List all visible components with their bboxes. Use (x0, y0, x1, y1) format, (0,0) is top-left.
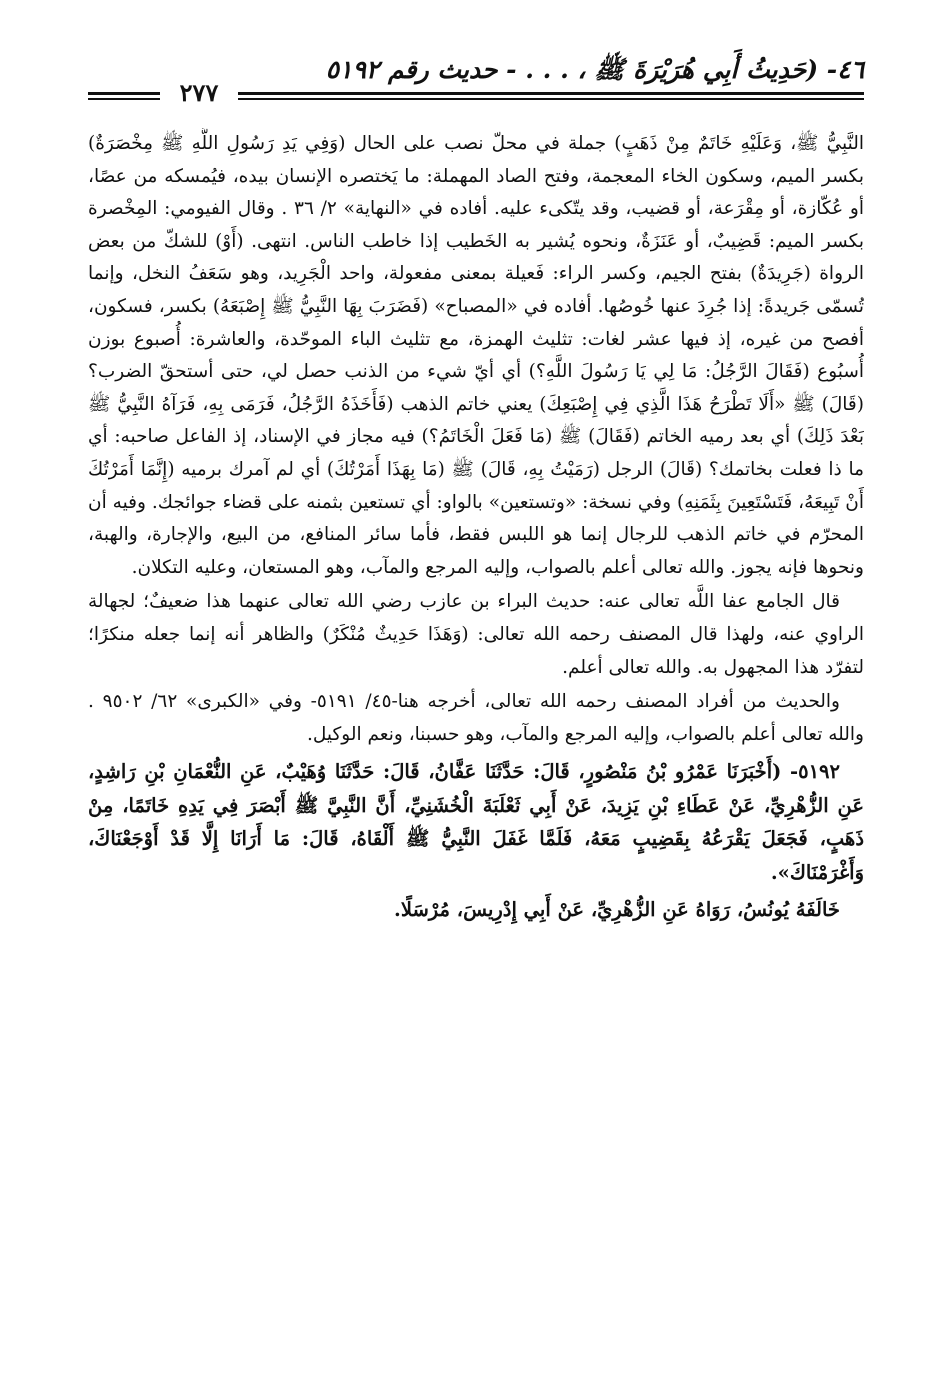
page-header (88, 50, 864, 112)
compiler-note-paragraph: قال الجامع عفا اللَّه تعالى عنه: حديث البراء بن عازب رضي الله تعالى عنهما هذا ضعيفٌ؛ لجهالة الراوي عنه، ولهذا قال المصنف رحمه الله تعالى: (وَهَذَا حَدِيثٌ مُنْكَرٌ) والظاهر أنه إنما جعله منكرًا؛ لتفرّد هذا المجهول به. والله تعالى أعلم. (88, 591, 864, 678)
header-rule (88, 92, 160, 95)
header-rule (238, 98, 864, 100)
body-text (88, 128, 864, 1308)
hadith-note-paragraph: خَالَفَهُ يُونُسُ، رَوَاهُ عَنِ الزُّهْرِيِّ، عَنْ أَبِي إِدْرِيسَ، مُرْسَلًا. (394, 898, 840, 922)
running-title: ٤٦- (حَدِيثُ أَبِي هُرَيْرَةَ ﷺ ، . . . - حديث رقم ٥١٩٢ (325, 55, 864, 84)
header-rule (88, 98, 160, 100)
page-number: ٢٧٧ (179, 78, 219, 107)
takhrij-paragraph: والحديث من أفراد المصنف رحمه الله تعالى، أخرجه هنا-٤٥/ ٥١٩١- وفي «الكبرى» ٦٢/ ٩٥٠٢ . والله تعالى أعلم بالصواب، وإليه المرجع والمآب، وهو حسبنا، ونعم الوكيل. (88, 691, 864, 745)
hadith-paragraph: ٥١٩٢- (أَخْبَرَنَا عَمْرُو بْنُ مَنْصُورٍ، قَالَ: حَدَّثَنَا عَفَّانُ، قَالَ: حَدَّثَنَا وُهَيْبٌ، عَنِ النُّعْمَانِ بْنِ رَاشِدٍ، عَنِ الزُّهْرِيِّ، عَنْ عَطَاءِ بْنِ يَزِيدَ، عَنْ أَبِي ثَعْلَبَةَ الْخُشَنِيِّ، أَنَّ النَّبِيَّ ﷺ أَبْصَرَ فِي يَدِهِ خَاتَمًا، مِنْ ذَهَبٍ، فَجَعَلَ يَقْرَعُهُ بِقَضِيبٍ مَعَهُ، فَلَمَّا غَفَلَ النَّبِيُّ ﷺ أَلْقَاهُ، قَالَ: مَا أَرَانَا إِلَّا قَدْ أَوْجَعْنَاكَ، وَأَغْرَمْنَاكَ». (88, 760, 864, 884)
header-rule (238, 92, 864, 95)
commentary-paragraph: النَّبِيُّ ﷺ، وَعَلَيْهِ خَاتَمٌ مِنْ ذَهَبٍ) جملة في محلّ نصب على الحال (وَفِي يَدِ رَسُولِ اللَّهِ ﷺ مِخْصَرَةٌ) بكسر الميم، وسكون الخاء المعجمة، وفتح الصاد المهملة: ما يَختصره الإنسان بيده، فيُمسكه من عصًا، أو عُكّازة، أو مِقْرَعة، أو قضيب، وقد يتّكىء عليه. أفاده في «النهاية» ٢/ ٣٦ . وقال الفيومي: المِخْصرة بكسر الميم: قَضِيبٌ، أو عَنَزَةٌ، ونحوه يُشير به الخَطيب إذا خاطب الناس. انتهى. (أَوْ) للشكّ من بعض الرواة (جَرِيدَةٌ) بفتح الجيم، وكسر الراء: فَعيلة بمعنى مفعولة، واحد الْجَرِيد، وهو سَعَفُ النخل، وإنما تُسمّى جَريدةً: إذا جُرِدَ عنها خُوصُها. أفاده في «المصباح» (فَضَرَبَ بِهَا النَّبِيُّ ﷺ إِصْبَعَهُ) بكسر، فسكون، أفصح من غيره، إذ فيها عشر لغات: تثليث الهمزة، مع تثليث الباء الموحّدة، والعاشرة: أُصبوع بوزن أُسبُوع (فَقَالَ الرَّجُلُ: مَا لِي يَا رَسُولَ اللَّهِ؟) أي أيّ شيء من الذنب حصل لي، حتى أستحقّ الضرب؟ (قَالَ) ﷺ «أَلَا تَطْرَحُ هَذَا الَّذِي فِي إِصْبَعِكَ) يعني خاتم الذهب (فَأَخَذَهُ الرَّجُلُ، فَرَمَى بِهِ، فَرَآهُ النَّبِيُّ ﷺ بَعْدَ ذَلِكَ) أي بعد رميه الخاتم (فَقَالَ) ﷺ (مَا فَعَلَ الْخَاتَمُ؟) فيه مجاز في الإسناد، إذ الفاعل صاحبه: أي ما ذا فعلت بخاتمك؟ (قَالَ) الرجل (رَمَيْتُ بِهِ، قَالَ) ﷺ (مَا بِهَذَا أَمَرْتُكَ) أي لم آمرك برميه (إِنَّمَا أَمَرْتُكَ أَنْ تَبِيعَهُ، فَتَسْتَعِينَ بِثَمَنِهِ) وفي نسخة: «وتستعين» بالواو: أي تستعين بثمنه على قضاء جوائجك. وفيه أن المحرّم في خاتم الذهب للرجال إنما هو اللبس فقط، فأما سائر المنافع، من البيع، والإجارة، والهبة، ونحوها فإنه يجوز. والله تعالى أعلم بالصواب، وإليه المرجع والمآب، وهو المستعان، وعليه التكلان. (88, 133, 864, 578)
